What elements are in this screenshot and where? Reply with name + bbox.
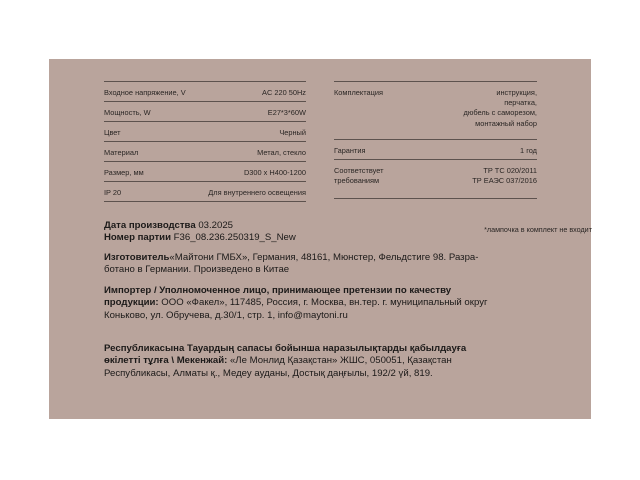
importer-text: ООО «Факел», 117485, Россия, г. Москва, вн.тер. г. муниципальный округ bbox=[161, 297, 488, 309]
spec-column-right bbox=[334, 81, 537, 199]
spec-key: Комплектация bbox=[334, 88, 384, 97]
spec-key: Входное напряжение, V bbox=[104, 88, 186, 97]
spec-key: IP 20 bbox=[104, 188, 122, 197]
manufacturer-block bbox=[104, 252, 544, 277]
spec-value-line: дюбель с саморезом, bbox=[463, 108, 537, 118]
product-label bbox=[49, 59, 591, 419]
spec-row bbox=[104, 121, 306, 141]
manufacturer-text: ботано в Германии. Произведено в Китае bbox=[104, 264, 290, 276]
spec-row bbox=[334, 81, 537, 139]
kz-representative-block bbox=[104, 343, 544, 380]
spec-row bbox=[104, 181, 306, 202]
kz-text: Республикасы, Алматы қ., Медеу ауданы, Достық даңғылы, 192/2 үй, 819. bbox=[104, 367, 433, 379]
spec-value: Для внутреннего освещения bbox=[208, 188, 306, 197]
spec-value: Метал, стекло bbox=[257, 148, 306, 157]
kz-label: өкілетті тұлға \ Мекенжай: bbox=[104, 355, 228, 367]
spec-value-line: инструкция, bbox=[496, 88, 537, 97]
spec-value-line: ТР ТС 020/2011 bbox=[483, 166, 537, 175]
production-date-value: 03.2025 bbox=[198, 220, 234, 231]
spec-key: Мощность, W bbox=[104, 108, 151, 117]
spec-value bbox=[464, 88, 537, 129]
importer-text: Коньково, ул. Обручева, д.30/1, стр. 1, info@maytoni.ru bbox=[104, 309, 348, 321]
spec-row bbox=[104, 141, 306, 161]
importer-label: Импортер / Уполномоченное лицо, принимающее претензии по качеству bbox=[104, 285, 452, 296]
spec-key-line: требованиям bbox=[334, 176, 380, 186]
spec-value: AC 220 50Hz bbox=[262, 88, 306, 97]
manufacturer-text: «Майтони ГМБХ», Германия, 48161, Мюнстер, Фельдстиге 98. Разра- bbox=[169, 252, 479, 263]
spec-value-line: монтажный набор bbox=[475, 118, 537, 128]
spec-row bbox=[104, 101, 306, 121]
spec-key: Гарантия bbox=[334, 146, 366, 155]
footnote: *лампочка в комплект не входит bbox=[484, 225, 592, 234]
batch-number-value: F36_08.236.250319_S_New bbox=[173, 232, 296, 244]
spec-value-line: перчатка, bbox=[504, 98, 537, 108]
kz-text: «Ле Монлид Қазақстан» ЖШС, 050051, Қазақстан bbox=[229, 355, 452, 367]
spec-value bbox=[472, 166, 537, 186]
spec-value: 1 год bbox=[520, 146, 537, 155]
spec-key-line: Соответствует bbox=[334, 166, 384, 175]
spec-key bbox=[334, 166, 384, 186]
spec-value: E27*3*60W bbox=[267, 108, 306, 117]
spec-column-left bbox=[104, 81, 306, 202]
spec-value: Черный bbox=[279, 128, 306, 137]
importer-label: продукции: bbox=[104, 297, 159, 309]
spec-row bbox=[334, 139, 537, 159]
manufacturer-label: Изготовитель bbox=[104, 252, 170, 263]
spec-value-line: ТР ЕАЭС 037/2016 bbox=[472, 176, 537, 186]
spec-row bbox=[334, 159, 537, 199]
spec-row bbox=[104, 161, 306, 181]
batch-number-label: Номер партии bbox=[104, 232, 171, 244]
kz-label: Республикасына Тауардың сапасы бойынша наразылықтарды қабылдауға bbox=[104, 343, 467, 354]
importer-block bbox=[104, 285, 544, 322]
spec-value: D300 x H400-1200 bbox=[243, 168, 306, 177]
production-block bbox=[104, 220, 544, 245]
spec-key: Размер, мм bbox=[104, 168, 144, 177]
spec-key: Материал bbox=[104, 148, 139, 157]
spec-key: Цвет bbox=[104, 128, 121, 137]
spec-row bbox=[104, 81, 306, 101]
production-date-label: Дата производства bbox=[104, 220, 196, 231]
